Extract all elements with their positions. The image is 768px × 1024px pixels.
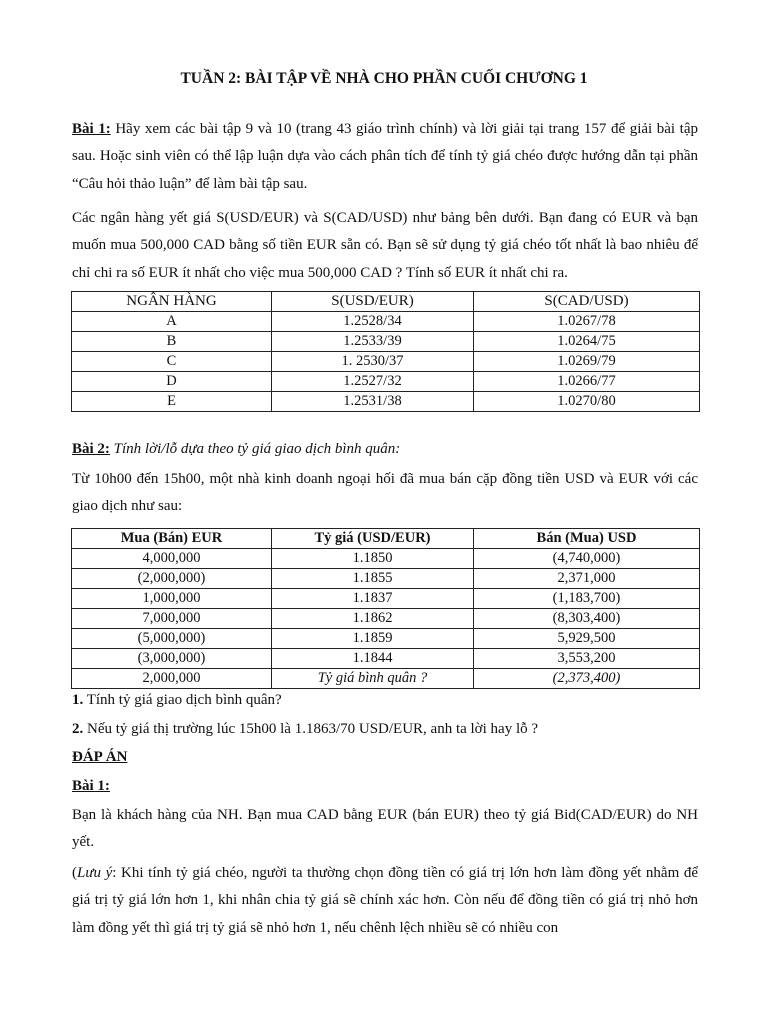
table-cell: 2,371,000 (474, 569, 700, 589)
table-cell: D (72, 372, 272, 392)
table-row (72, 352, 700, 372)
table-cell: 1.1855 (272, 569, 474, 589)
question-1 (72, 687, 698, 714)
table-cell: 1.1850 (272, 549, 474, 569)
table-row (72, 549, 700, 569)
table-cell: 1.2533/39 (272, 332, 474, 352)
table-row (72, 609, 700, 629)
question-2 (72, 716, 698, 743)
table-cell: (2,000,000) (72, 569, 272, 589)
table-cell: 1.0266/77 (474, 372, 700, 392)
table-header-cell: NGÂN HÀNG (72, 292, 272, 312)
table-cell: 5,929,500 (474, 629, 700, 649)
table-cell: 1.0270/80 (474, 392, 700, 412)
table-cell: (1,183,700) (474, 589, 700, 609)
table-cell: A (72, 312, 272, 332)
table-row (72, 629, 700, 649)
answer-note-paragraph (72, 860, 698, 942)
answer-bai1-label: Bài 1: (72, 778, 110, 794)
answer-paragraph-1: Bạn là khách hàng của NH. Bạn mua CAD bằng EUR (bán EUR) theo tỷ giá Bid(CAD/EUR) do NH yết. (72, 807, 698, 851)
answer-heading: ĐÁP ÁN (72, 749, 128, 765)
question-2-number: 2. (72, 721, 84, 737)
table-cell: 1.0269/79 (474, 352, 700, 372)
table-row (72, 569, 700, 589)
note-text: : Khi tính tỷ giá chéo, người ta thường chọn đồng tiền có giá trị lớn hơn làm đồng yết nhằm để giá trị tỷ giá lớn hơn 1, khi nhân chia tỷ giá sẽ chính xác hơn. Còn nếu để đồng tiền có giá trị nhỏ hơn làm đồng yết thì giá trị tỷ giá sẽ nhỏ hơn 1, nếu chênh lệch nhiều sẽ có nhiều con (72, 865, 698, 936)
question-1-number: 1. (72, 692, 84, 708)
table-cell: 1.1859 (272, 629, 474, 649)
transactions-table (71, 528, 700, 689)
table-row (72, 589, 700, 609)
table-header-row (72, 529, 700, 549)
table-cell: (4,740,000) (474, 549, 700, 569)
table-header-cell: Tỷ giá (USD/EUR) (272, 529, 474, 549)
table-total-row (72, 669, 700, 689)
table-cell: 2,000,000 (72, 669, 272, 689)
table-row (72, 312, 700, 332)
bai2-heading (72, 436, 698, 463)
table-header-cell: S(USD/EUR) (272, 292, 474, 312)
bai1-label: Bài 1: (72, 121, 111, 137)
table-cell: (8,303,400) (474, 609, 700, 629)
page-title: TUẦN 2: BÀI TẬP VỀ NHÀ CHO PHẦN CUỐI CHƯƠNG 1 (180, 70, 588, 87)
table-cell: 1.2528/34 (272, 312, 474, 332)
table-cell: 4,000,000 (72, 549, 272, 569)
bai2-paragraph-1: Từ 10h00 đến 15h00, một nhà kinh doanh ngoại hối đã mua bán cặp đồng tiền USD và EUR với các giao dịch như sau: (72, 471, 698, 515)
table-cell: 7,000,000 (72, 609, 272, 629)
table-header-cell: Mua (Bán) EUR (72, 529, 272, 549)
table-cell: C (72, 352, 272, 372)
table-cell: 1.0267/78 (474, 312, 700, 332)
table-cell: (5,000,000) (72, 629, 272, 649)
question-2-text: Nếu tỷ giá thị trường lúc 15h00 là 1.1863/70 USD/EUR, anh ta lời hay lỗ ? (83, 721, 539, 737)
table-cell: 3,553,200 (474, 649, 700, 669)
table-row (72, 392, 700, 412)
table-cell: 1. 2530/37 (272, 352, 474, 372)
bai1-paragraph-2: Các ngân hàng yết giá S(USD/EUR) và S(CAD/USD) như bảng bên dưới. Bạn đang có EUR và bạn muốn mua 500,000 CAD bằng số tiền EUR sẵn có. Bạn sẽ sử dụng tỷ giá chéo tốt nhất là bao nhiêu để chỉ chi ra số EUR ít nhất cho việc mua 500,000 CAD ? Tính số EUR ít nhất chi ra. (72, 210, 698, 281)
table-cell: 1.2531/38 (272, 392, 474, 412)
table-cell: E (72, 392, 272, 412)
table-header-cell: S(CAD/USD) (474, 292, 700, 312)
bank-rates-table (71, 291, 700, 412)
table-row (72, 372, 700, 392)
table-cell: 1.0264/75 (474, 332, 700, 352)
table-row (72, 649, 700, 669)
bai1-text-1: Hãy xem các bài tập 9 và 10 (trang 43 giáo trình chính) và lời giải tại trang 157 để giải bài tập sau. Hoặc sinh viên có thể lập luận dựa vào cách phân tích để tính tỷ giá chéo được hướng dẫn tại phần “Câu hỏi thảo luận” để làm bài tập sau. (72, 121, 698, 192)
table-cell: 1.1862 (272, 609, 474, 629)
table-cell: 1.2527/32 (272, 372, 474, 392)
note-open-paren: ( (72, 865, 77, 881)
bai1-paragraph-1 (72, 116, 698, 198)
table-row (72, 332, 700, 352)
table-cell: 1.1837 (272, 589, 474, 609)
table-cell: B (72, 332, 272, 352)
table-cell: 1.1844 (272, 649, 474, 669)
question-1-text: Tính tỷ giá giao dịch bình quân? (83, 692, 282, 708)
table-cell: 1,000,000 (72, 589, 272, 609)
table-header-cell: Bán (Mua) USD (474, 529, 700, 549)
table-cell: (3,000,000) (72, 649, 272, 669)
bai2-label: Bài 2: (72, 441, 110, 457)
table-header-row (72, 292, 700, 312)
note-label: Lưu ý (77, 865, 113, 881)
average-rate-cell: Tỷ giá bình quân ? (272, 669, 474, 689)
table-cell: (2,373,400) (474, 669, 700, 689)
bai2-subtitle: Tính lời/lỗ dựa theo tỷ giá giao dịch bình quân: (109, 441, 401, 457)
